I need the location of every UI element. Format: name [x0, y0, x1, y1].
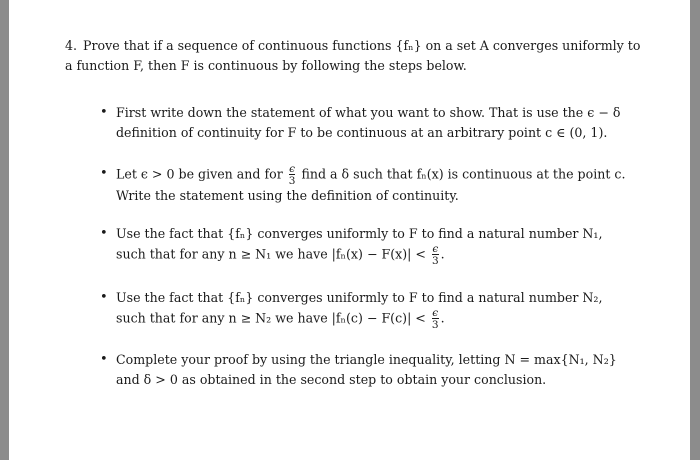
step-item [100, 164, 635, 206]
step-item [100, 103, 635, 143]
epsilon-over-three: $\frac{\epsilon}{3}$ [431, 243, 439, 267]
step-text-post: . [440, 310, 445, 326]
bullet-icon: • [100, 226, 108, 241]
step-text-pre: Use the fact that {fₙ} converges uniformly to F to find a natural number N₁, such that for any n ≥ N₁ we have |fₙ(x) − F(x)| < [116, 226, 603, 262]
epsilon-over-three: $\frac{\epsilon}{3}$ [431, 307, 439, 331]
step-text-pre: Use the fact that {fₙ} converges uniformly to F to find a natural number N₂, such that for any n ≥ N₂ we have |fₙ(c) − F(c)| < [116, 290, 603, 326]
step-text: Complete your proof by using the triangle inequality, letting N = max{N₁, N₂} and δ > 0 as obtained in the second step to obtain your conclusion. [116, 352, 617, 387]
problem-intro: Prove that if a sequence of continuous functions {fₙ} on a set A converges uniformly to a function F, then F is continuous by following the steps below. [65, 38, 641, 73]
step-text-post: find a δ such that fₙ(x) is continuous at the point c. Write the statement using the definition of continuity. [116, 166, 626, 203]
left-border [0, 0, 9, 460]
step-item [100, 224, 635, 266]
bullet-icon: • [100, 166, 108, 181]
problem-number: 4. [65, 38, 78, 53]
step-item [100, 350, 635, 390]
epsilon-over-three: $\frac{\epsilon}{3}$ [288, 163, 296, 187]
right-border [690, 0, 700, 460]
bullet-icon: • [100, 352, 108, 367]
bullet-icon: • [100, 290, 108, 305]
problem-statement [65, 36, 645, 76]
step-item [100, 288, 635, 330]
bullet-icon: • [100, 105, 108, 120]
document-page [9, 0, 690, 460]
step-text-post: . [440, 246, 445, 262]
step-text-pre: Let ϵ > 0 be given and for [116, 166, 287, 182]
step-text: First write down the statement of what you want to show. That is use the ϵ − δ definition of continuity for F to be continuous at an arbitrary point c ∈ (0, 1). [116, 105, 621, 140]
